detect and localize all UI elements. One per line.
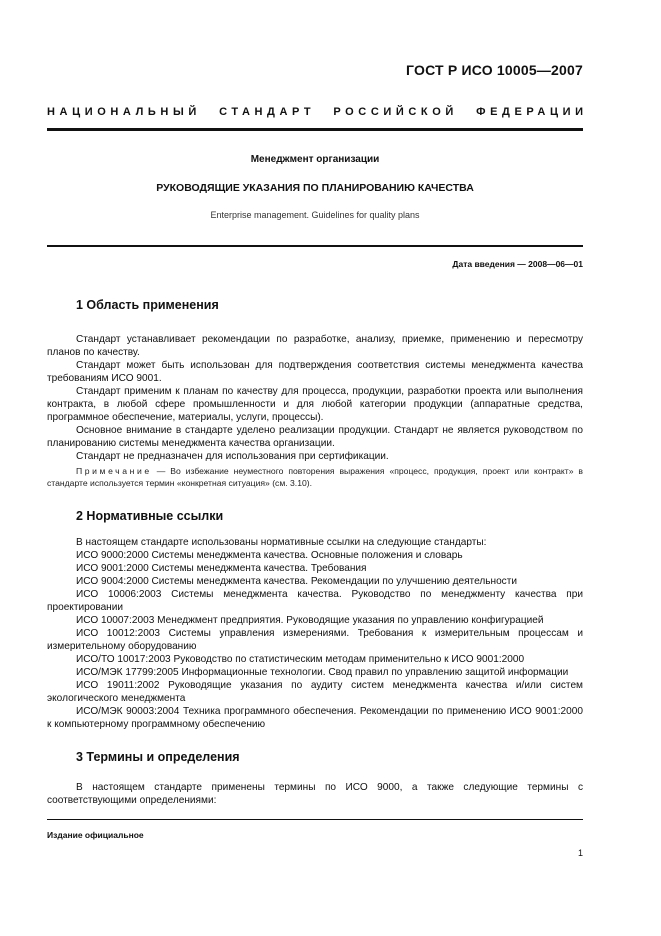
banner-word: НАЦИОНАЛЬНЫЙ [47, 106, 201, 118]
reference-item: ИСО 9000:2000 Системы менеджмента качества. Основные положения и словарь [76, 550, 463, 562]
reference-item: ИСО 19011:2002 Руководящие указания по аудиту систем менеджмента качества и/или систем экологического менеджмента [47, 680, 583, 705]
note-label: Примечание [76, 466, 152, 476]
introduction-date: Дата введения — 2008—06—01 [452, 259, 583, 269]
document-id: ГОСТ Р ИСО 10005—2007 [406, 62, 583, 78]
section-references-body [47, 536, 583, 731]
section-scope-body [47, 333, 583, 489]
reference-item: ИСО/МЭК 90003:2004 Техника программного обеспечения. Рекомендации по применению ИСО 9001:2000 к компьютерному программному обеспечению [47, 706, 583, 731]
paragraph: Стандарт применим к планам по качеству для процесса, продукции, разработки проекта или выполнения контракта, в любой сфере промышленности и для любой категории продукции (аппаратные средства, программное обеспечение, материалы, услуги, процессы). [47, 386, 583, 423]
section-heading-scope: 1 Область применения [76, 298, 219, 312]
banner-word: СТАНДАРТ [219, 106, 316, 118]
top-divider [47, 128, 583, 131]
reference-item: ИСО 9004:2000 Системы менеджмента качества. Рекомендации по улучшению деятельности [76, 576, 517, 588]
reference-item: ИСО 9001:2000 Системы менеджмента качества. Требования [76, 563, 367, 575]
reference-item: ИСО/МЭК 17799:2005 Информационные технологии. Свод правил по управлению защитой информации [76, 667, 569, 679]
note-text: — Во избежание неуместного повторения выражения «процесс, продукция, проект или контракт» в стандарте используется термин «конкретная ситуация» (см. 3.10). [47, 466, 583, 489]
document-body [47, 298, 583, 807]
paragraph: Основное внимание в стандарте уделено реализации продукции. Стандарт не является руководством по планированию системы менеджмента качества организации. [47, 425, 583, 449]
national-standard-banner [47, 106, 588, 118]
section-heading-references: 2 Нормативные ссылки [76, 509, 224, 524]
reference-item: ИСО 10012:2003 Системы управления измерениями. Требования к измерительным процессам и измерительному оборудованию [47, 628, 583, 653]
reference-item: ИСО 10006:2003 Системы менеджмента качества. Руководство по менеджменту качества при проектировании [47, 589, 583, 614]
paragraph: В настоящем стандарте применены термины по ИСО 9000, а также следующие термины с соответствующими определениями: [47, 782, 583, 807]
section-terms-body [47, 781, 583, 807]
paragraph: Стандарт не предназначен для использования при сертификации. [76, 451, 389, 462]
page-number: 1 [577, 848, 583, 858]
document-subtitle: Менеджмент организации [250, 154, 380, 165]
english-title: Enterprise management. Guidelines for quality plans [210, 210, 420, 220]
note [47, 465, 583, 489]
title-divider [47, 245, 583, 247]
reference-item: ИСО 10007:2003 Менеджмент предприятия. Руководящие указания по управлению конфигурацией [76, 615, 544, 627]
banner-word: РОССИЙСКОЙ [333, 106, 458, 118]
paragraph: В настоящем стандарте использованы нормативные ссылки на следующие стандарты: [76, 537, 487, 549]
banner-word: ФЕДЕРАЦИИ [476, 106, 588, 118]
paragraph: Стандарт устанавливает рекомендации по разработке, анализу, приемке, применению и пересмотру планов по качеству. [47, 334, 583, 358]
footer-divider [47, 819, 583, 820]
section-heading-terms: 3 Термины и определения [76, 750, 240, 765]
reference-item: ИСО/ТО 10017:2003 Руководство по статистическим методам применительно к ИСО 9001:2000 [76, 654, 525, 666]
document-title: РУКОВОДЯЩИЕ УКАЗАНИЯ ПО ПЛАНИРОВАНИЮ КАЧЕСТВА [156, 182, 474, 194]
paragraph: Стандарт может быть использован для подтверждения соответствия системы менеджмента качества требованиям ИСО 9001. [47, 360, 583, 384]
edition-label: Издание официальное [47, 830, 144, 840]
